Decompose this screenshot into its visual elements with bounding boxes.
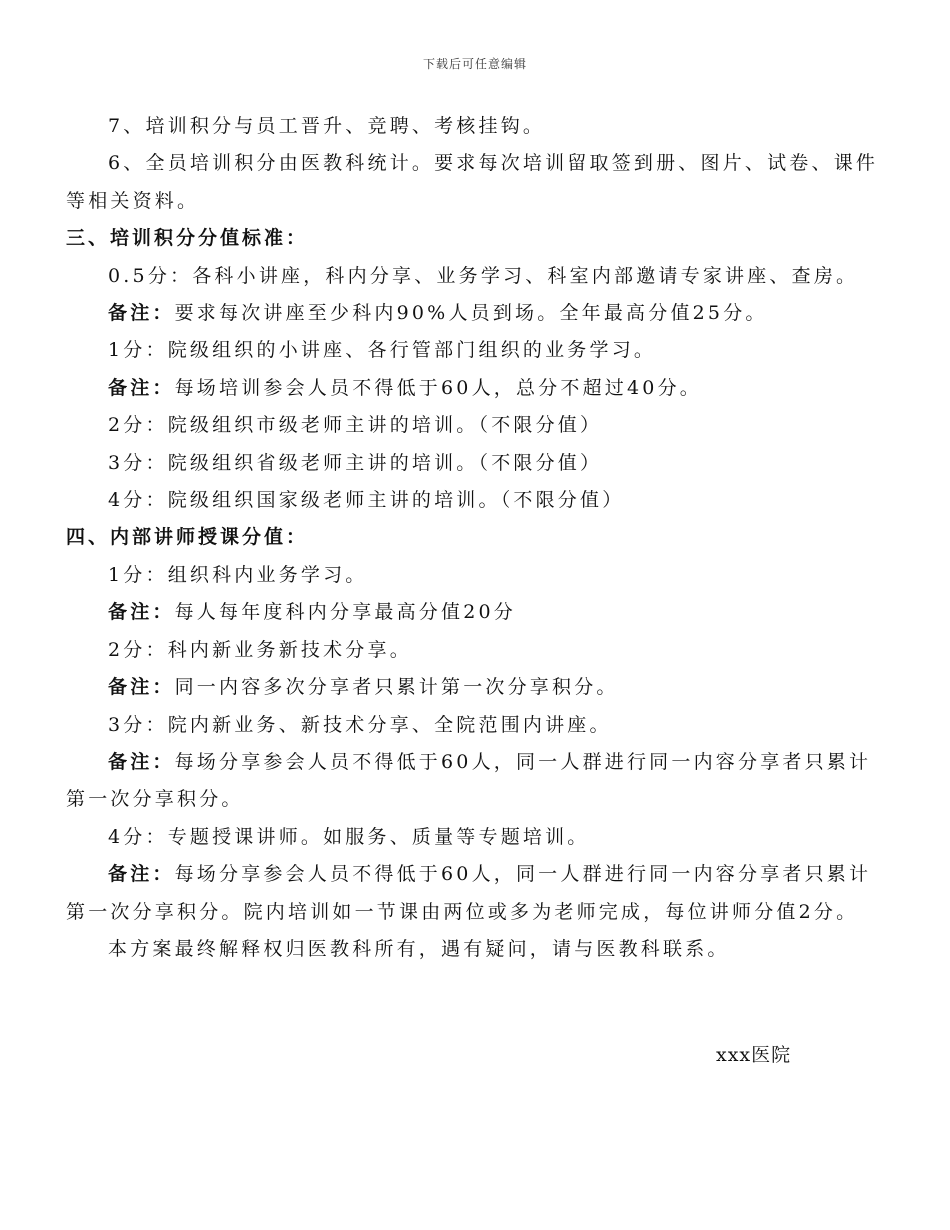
note-text: 同一内容多次分享者只累计第一次分享积分。 (174, 676, 619, 699)
note-label: 备注： (108, 676, 175, 699)
paragraph-lecturer-2: 2分：科内新业务新技术分享。 (108, 638, 412, 661)
paragraph-lecturer-1: 1分：组织科内业务学习。 (108, 563, 368, 586)
document-body (66, 108, 884, 968)
note-label: 备注： (108, 863, 175, 886)
paragraph-score-1: 1分：院级组织的小讲座、各行管部门组织的业务学习。 (108, 339, 657, 362)
paragraph-score-3: 3分：院级组织省级老师主讲的培训。（不限分值） (108, 451, 603, 474)
note-text: 每场培训参会人员不得低于60人，总分不超过40分。 (174, 376, 702, 399)
paragraph-score-0-5: 0.5分：各科小讲座，科内分享、业务学习、科室内部邀请专家讲座、查房。 (108, 264, 859, 287)
note-text: 要求每次讲座至少科内90%人员到场。全年最高分值25分。 (174, 302, 768, 325)
paragraph-item-6: 6、全员培训积分由医教科统计。要求每次培训留取签到册、图片、试卷、课件等相关资料。 (66, 152, 879, 212)
note-paragraph (66, 856, 884, 931)
note-label: 备注： (108, 601, 175, 624)
note-text: 每人每年度科内分享最高分值20分 (174, 601, 516, 624)
paragraph-score-2: 2分：院级组织市级老师主讲的培训。（不限分值） (108, 414, 603, 437)
note-label: 备注： (108, 376, 175, 399)
paragraph-item-7: 7、培训积分与员工晋升、竞聘、考核挂钩。 (108, 115, 546, 137)
paragraph-lecturer-4: 4分：专题授课讲师。如服务、质量等专题培训。 (108, 825, 590, 848)
note-label: 备注： (108, 750, 175, 773)
section-heading-4: 四、内部讲师授课分值： (66, 526, 309, 549)
note-text: 每场分享参会人员不得低于60人，同一人群进行同一内容分享者只累计第一次分享积分。 (66, 750, 872, 811)
note-paragraph (66, 370, 884, 407)
note-label: 备注： (108, 302, 175, 325)
note-paragraph (66, 744, 884, 819)
page-header: 下载后可任意编辑 (422, 57, 527, 71)
note-text: 每场分享参会人员不得低于60人，同一人群进行同一内容分享者只累计第一次分享积分。院内培训如一节课由两位或多为老师完成，每位讲师分值2分。 (66, 863, 872, 923)
note-paragraph (66, 594, 884, 631)
note-paragraph (66, 295, 884, 332)
note-paragraph (66, 669, 884, 706)
paragraph-score-4: 4分：院级组织国家级老师主讲的培训。（不限分值） (108, 489, 625, 512)
paragraph-lecturer-3: 3分：院内新业务、新技术分享、全院范围内讲座。 (108, 713, 612, 736)
section-heading-3: 三、培训积分分值标准： (66, 227, 309, 250)
signature: xxx医院 (716, 1044, 792, 1066)
closing-paragraph: 本方案最终解释权归医教科所有，遇有疑问，请与医教科联系。 (108, 937, 730, 960)
